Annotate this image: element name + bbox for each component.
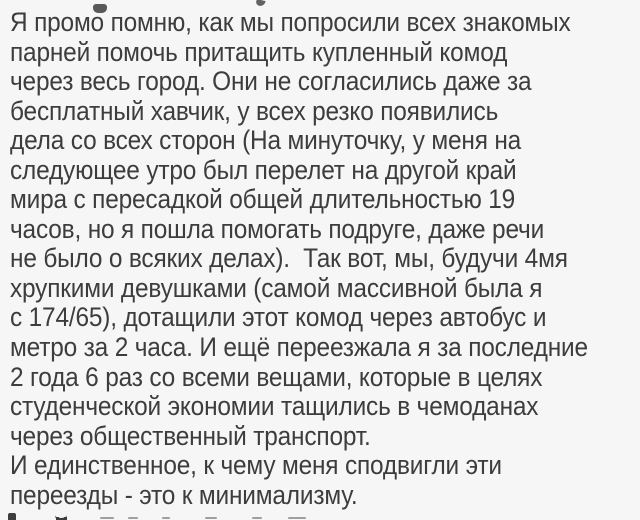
post-line: бесплатный хавчик, у всех резко появились (10, 95, 499, 126)
post-line: мира с пересадкой общей длительностью 19 (10, 184, 516, 215)
post-line: парней помочь притащить купленный комод (10, 36, 508, 67)
clipped-line-bottom-fragment (128, 517, 138, 519)
post-line: студенческой экономии тащились в чемоданах (10, 391, 539, 422)
post-line: часов, но я пошла помогать подруге, даже речи (10, 213, 545, 244)
post-line: 2 года 6 раз со всеми вещами, которые в целях (10, 361, 543, 392)
clipped-line-bottom-fragment (205, 517, 217, 519)
clipped-line-bottom-fragment (252, 517, 262, 519)
post-line: переезды - это к минимализму. (10, 479, 358, 510)
post-line: метро за 2 часа. И ещё переезжала я за последние (10, 332, 588, 363)
post-line: И единственное, к чему меня сподвигли эти (10, 450, 502, 481)
post-line: через весь город. Они не согласились даже за (10, 66, 532, 97)
clipped-line-bottom-fragment (8, 513, 16, 520)
post-line: с 174/65), дотащили этот комод через автобус и (10, 302, 547, 333)
post-line: Я промо помню, как мы попросили всех знакомых (10, 7, 571, 37)
clipped-line-bottom-fragment (100, 517, 114, 519)
post-line: не было о всяких делах). Так вот, мы, будучи 4мя (10, 243, 568, 274)
post-line: дела со всех сторон (На минуточку, у меня на (10, 125, 522, 156)
clipped-line-bottom-fragment (162, 517, 170, 519)
clipped-line-top-fragment (255, 0, 265, 7)
post-line: хрупкими девушками (самой массивной была я (10, 272, 543, 303)
post-text (10, 8, 588, 510)
post-line: следующее утро был перелет на другой край (10, 154, 517, 185)
clipped-line-bottom-fragment (288, 517, 306, 519)
post-line: через общественный транспорт. (10, 420, 371, 451)
